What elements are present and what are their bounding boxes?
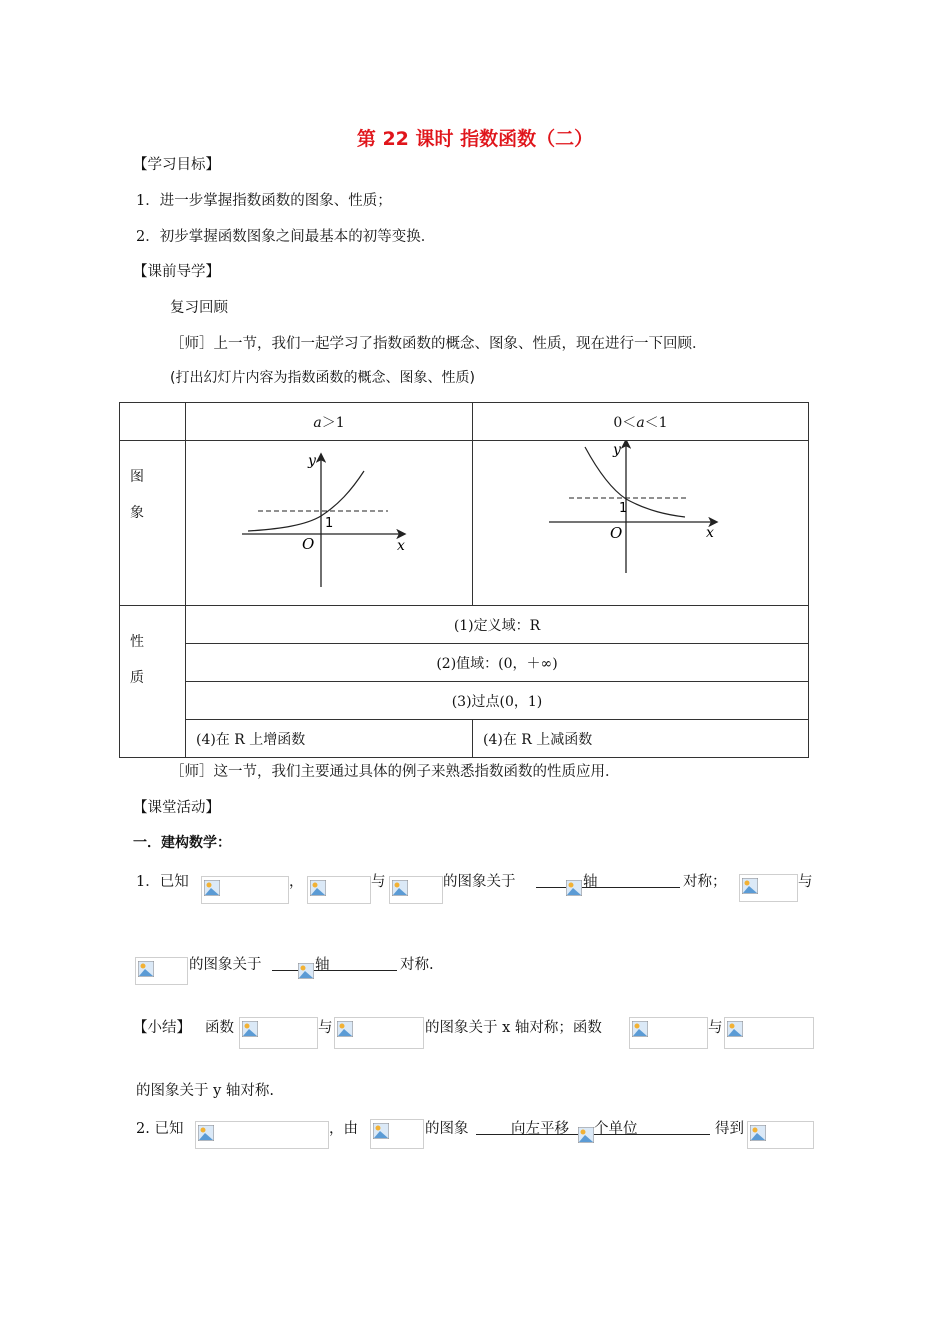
formula-image <box>739 874 798 902</box>
summary-tag: 【小结】 <box>133 1020 191 1036</box>
q1-and-2: 与 <box>798 874 813 890</box>
prop-domain: (1)定义域：R <box>186 606 809 644</box>
summary-x-sym: 的图象关于 x 轴对称；函数 <box>425 1020 602 1036</box>
q2-unit: 个单位 <box>594 1121 638 1137</box>
answer-blank[interactable] <box>272 952 397 971</box>
q2-shift: 向左平移 <box>511 1121 569 1137</box>
page-title: 第 22 课时 指数函数（二） <box>356 128 594 150</box>
q1-graph-about: 的图象关于 <box>443 874 516 890</box>
formula-image <box>334 1017 424 1049</box>
objective-2: 2．初步掌握函数图象之间最基本的初等变换． <box>136 229 436 245</box>
formula-image <box>307 876 371 904</box>
q1-symmetric: 对称； <box>683 874 727 890</box>
q1-comma: ， <box>289 874 304 890</box>
formula-image <box>239 1017 318 1049</box>
one-label: 1 <box>619 501 628 516</box>
image-placeholder-icon <box>298 963 314 979</box>
formula-image <box>370 1119 424 1149</box>
formula-image <box>724 1017 814 1049</box>
image-placeholder-icon <box>242 1021 258 1037</box>
image-placeholder-icon <box>198 1125 214 1141</box>
image-placeholder-icon <box>138 961 154 977</box>
prop-increasing: (4)在 R 上增函数 <box>186 720 473 758</box>
graph-row-label: 图 象 <box>120 441 186 606</box>
teacher-note: ［师］这一节，我们主要通过具体的例子来熟悉指数函数的性质应用． <box>170 764 620 780</box>
section-heading: 一．建构数学： <box>133 835 231 851</box>
axis-word: 轴 <box>583 874 598 890</box>
x-label: x <box>706 525 714 541</box>
q2-get: 得到 <box>715 1121 744 1137</box>
image-placeholder-icon <box>727 1021 743 1037</box>
graph-decreasing-cell <box>473 441 809 606</box>
answer-blank[interactable] <box>536 869 680 888</box>
summary-y-sym: 的图象关于 y 轴对称. <box>136 1083 275 1099</box>
header-empty-cell <box>120 403 186 441</box>
slide-note: (打出幻灯片内容为指数函数的概念、图象、性质) <box>170 370 475 386</box>
image-placeholder-icon <box>750 1125 766 1141</box>
image-placeholder-icon <box>373 1123 389 1139</box>
formula-image <box>389 876 443 904</box>
props-row-label: 性 质 <box>120 606 186 758</box>
graph-increasing-cell <box>186 441 473 606</box>
decreasing-curve <box>585 447 685 517</box>
formula-image <box>201 876 289 904</box>
y-label: y <box>308 453 316 469</box>
formula-image <box>195 1121 329 1149</box>
prop-range: (2)值域：(0，＋∞) <box>186 644 809 682</box>
preview-heading: 【课前导学】 <box>133 264 220 280</box>
prop-decreasing: (4)在 R 上减函数 <box>473 720 809 758</box>
q2-prefix: 2. 已知 <box>136 1121 184 1137</box>
q1b-graph-about: 的图象关于 <box>189 957 262 973</box>
formula-image <box>629 1017 708 1049</box>
origin-label: O <box>610 524 623 542</box>
increasing-curve <box>248 471 364 531</box>
image-placeholder-icon <box>310 880 326 896</box>
image-placeholder-icon <box>566 880 582 896</box>
q2-by: ，由 <box>329 1121 358 1137</box>
header-a-lt-1: 0＜a＜1 <box>473 403 809 441</box>
image-placeholder-icon <box>632 1021 648 1037</box>
q1b-symmetric: 对称. <box>400 957 434 973</box>
y-label: y <box>613 442 621 458</box>
formula-image <box>135 957 188 985</box>
axis-word: 轴 <box>315 957 330 973</box>
q2-graph: 的图象 <box>425 1121 469 1137</box>
x-label: x <box>397 538 405 554</box>
header-a-gt-1: a＞1 <box>186 403 473 441</box>
summary-and: 与 <box>318 1020 333 1036</box>
summary-and-2: 与 <box>708 1020 723 1036</box>
exp-function-table <box>119 402 809 758</box>
objective-1: 1．进一步掌握指数函数的图象、性质； <box>136 193 392 209</box>
decreasing-graph <box>473 441 808 605</box>
review-label: 复习回顾 <box>170 300 228 316</box>
image-placeholder-icon <box>578 1127 594 1143</box>
summary-function: 函数 <box>205 1020 234 1036</box>
one-label: 1 <box>325 516 334 531</box>
activity-heading: 【课堂活动】 <box>133 800 220 816</box>
image-placeholder-icon <box>392 880 408 896</box>
prop-fixed-point: (3)过点(0，1) <box>186 682 809 720</box>
increasing-graph <box>186 441 472 605</box>
teacher-intro: ［师］上一节，我们一起学习了指数函数的概念、图象、性质，现在进行一下回顾． <box>170 336 707 352</box>
origin-label: O <box>302 535 315 553</box>
formula-image <box>747 1121 814 1149</box>
q1-prefix: 1．已知 <box>136 874 189 890</box>
image-placeholder-icon <box>742 878 758 894</box>
objectives-heading: 【学习目标】 <box>133 157 220 173</box>
q1-and: 与 <box>371 874 386 890</box>
image-placeholder-icon <box>337 1021 353 1037</box>
image-placeholder-icon <box>204 880 220 896</box>
